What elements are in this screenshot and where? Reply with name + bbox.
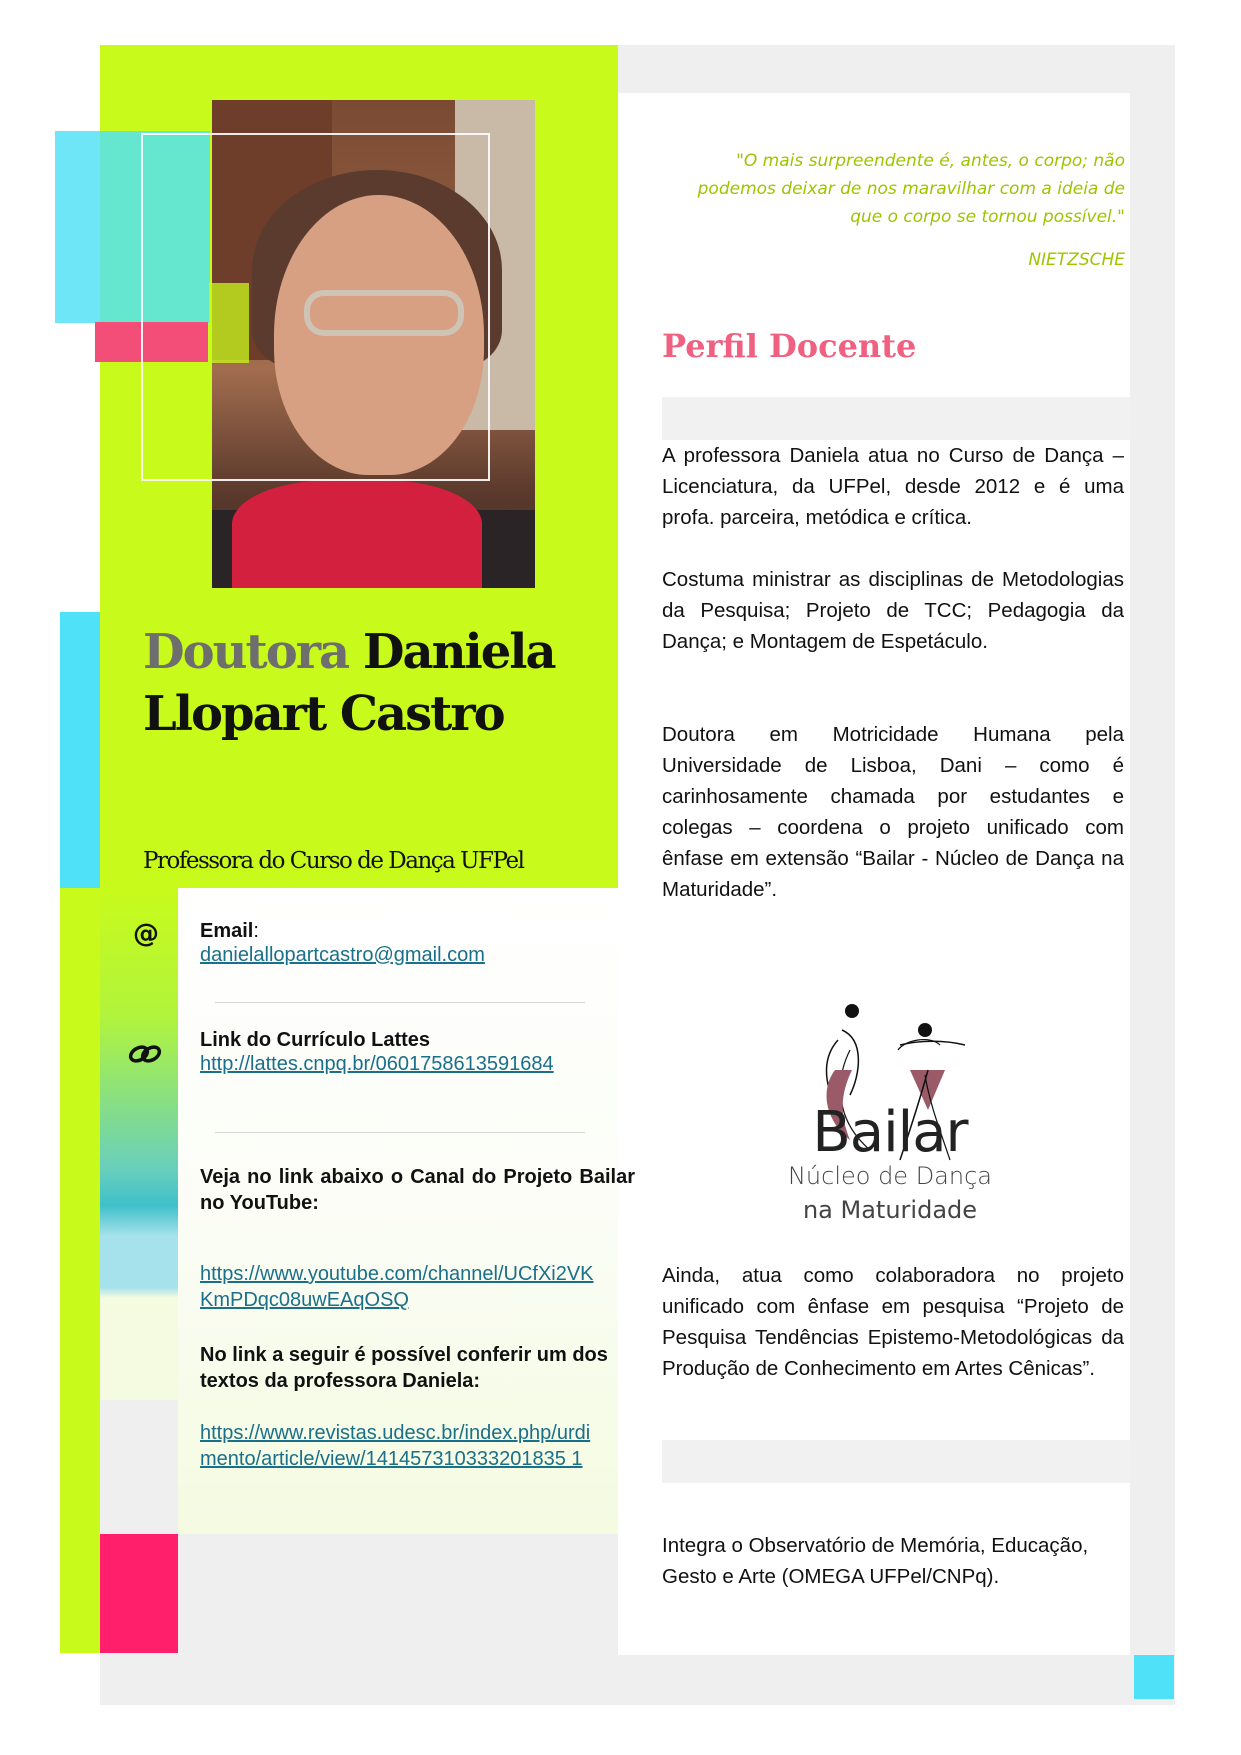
- bailar-logo-figures: [780, 935, 1000, 1235]
- paragraph-intro: A professora Daniela atua no Curso de Dança – Licenciatura, da UFPel, desde 2012 e é uma profa. parceira, metódica e crítica.: [662, 444, 1124, 529]
- lattes-label: Link do Currículo Lattes: [200, 1029, 431, 1051]
- youtube-intro: Veja no link abaixo o Canal do Projeto Bailar no YouTube:: [200, 1166, 635, 1214]
- decorative-pink-block: [100, 1534, 178, 1653]
- article-intro: No link a seguir é possível conferir um dos textos da professora Daniela:: [200, 1344, 608, 1392]
- bailar-logo-subtitle-2: na Maturidade: [802, 1196, 978, 1224]
- link-icon: [128, 1040, 162, 1068]
- youtube-link[interactable]: https://www.youtube.com/channel/UCfXi2VKKmPDqc08uwEAqOSQ: [200, 1263, 594, 1311]
- bailar-logo-title: Bailar: [812, 1100, 968, 1165]
- decorative-bar: [662, 1440, 1130, 1483]
- decorative-bar: [662, 397, 1130, 440]
- divider: [138, 805, 618, 806]
- divider: [215, 1002, 585, 1003]
- name-first: Daniela: [348, 624, 555, 680]
- bailar-logo-subtitle: Núcleo de Dança: [787, 1162, 993, 1190]
- paragraph-doctorate: Doutora em Motricidade Humana pela Universidade de Lisboa, Dani – como é carinhosamente chamada por estudantes e colegas – coordena o projeto unificado com ênfase em extensão “Bailar - Núcleo de Dança na Maturidade”.: [662, 723, 1124, 901]
- email-label: Email:: [200, 920, 259, 942]
- quote-author: NIETZSCHE: [1028, 250, 1125, 270]
- paragraph-research: Ainda, atua como colaboradora no projeto unificado com ênfase em pesquisa “Projeto de Pesquisa Tendências Epistemo-Metodológicas da Produção de Conhecimento em Artes Cênicas”.: [662, 1264, 1124, 1380]
- profile-name: [143, 621, 603, 745]
- name-rest: Llopart Castro: [143, 686, 504, 742]
- decorative-lime-strip: [60, 888, 100, 1653]
- paragraph-disciplines: Costuma ministrar as disciplinas de Metodologias da Pesquisa; Projeto de TCC; Pedagogia da Dança; e Montagem de Espetáculo.: [662, 568, 1124, 653]
- decorative-cyan-corner: [1134, 1655, 1174, 1699]
- divider: [215, 1132, 585, 1133]
- profile-subtitle: Professora do Curso de Dança UFPel: [143, 848, 524, 874]
- decorative-cyan-strip: [60, 612, 100, 888]
- lattes-link[interactable]: http://lattes.cnpq.br/0601758613591684: [200, 1053, 554, 1075]
- decorative-gradient-strip: [100, 888, 178, 1400]
- section-title: Perfil Docente: [662, 327, 917, 365]
- article-link[interactable]: https://www.revistas.udesc.br/index.php/urdimento/article/view/141457310333201835 1: [200, 1422, 591, 1470]
- quote-text: "O mais surpreendente é, antes, o corpo; não podemos deixar de nos maravilhar com a ideia de que o corpo se tornou possível.": [697, 151, 1125, 227]
- photo-scarf: [232, 480, 482, 588]
- decorative-outline-frame: [141, 133, 490, 481]
- paragraph-observatory: Integra o Observatório de Memória, Educação, Gesto e Arte (OMEGA UFPel/CNPq).: [662, 1534, 1089, 1588]
- email-link[interactable]: danielallopartcastro@gmail.com: [200, 944, 485, 966]
- at-icon: @: [133, 919, 159, 949]
- name-prefix: Doutora: [143, 624, 349, 680]
